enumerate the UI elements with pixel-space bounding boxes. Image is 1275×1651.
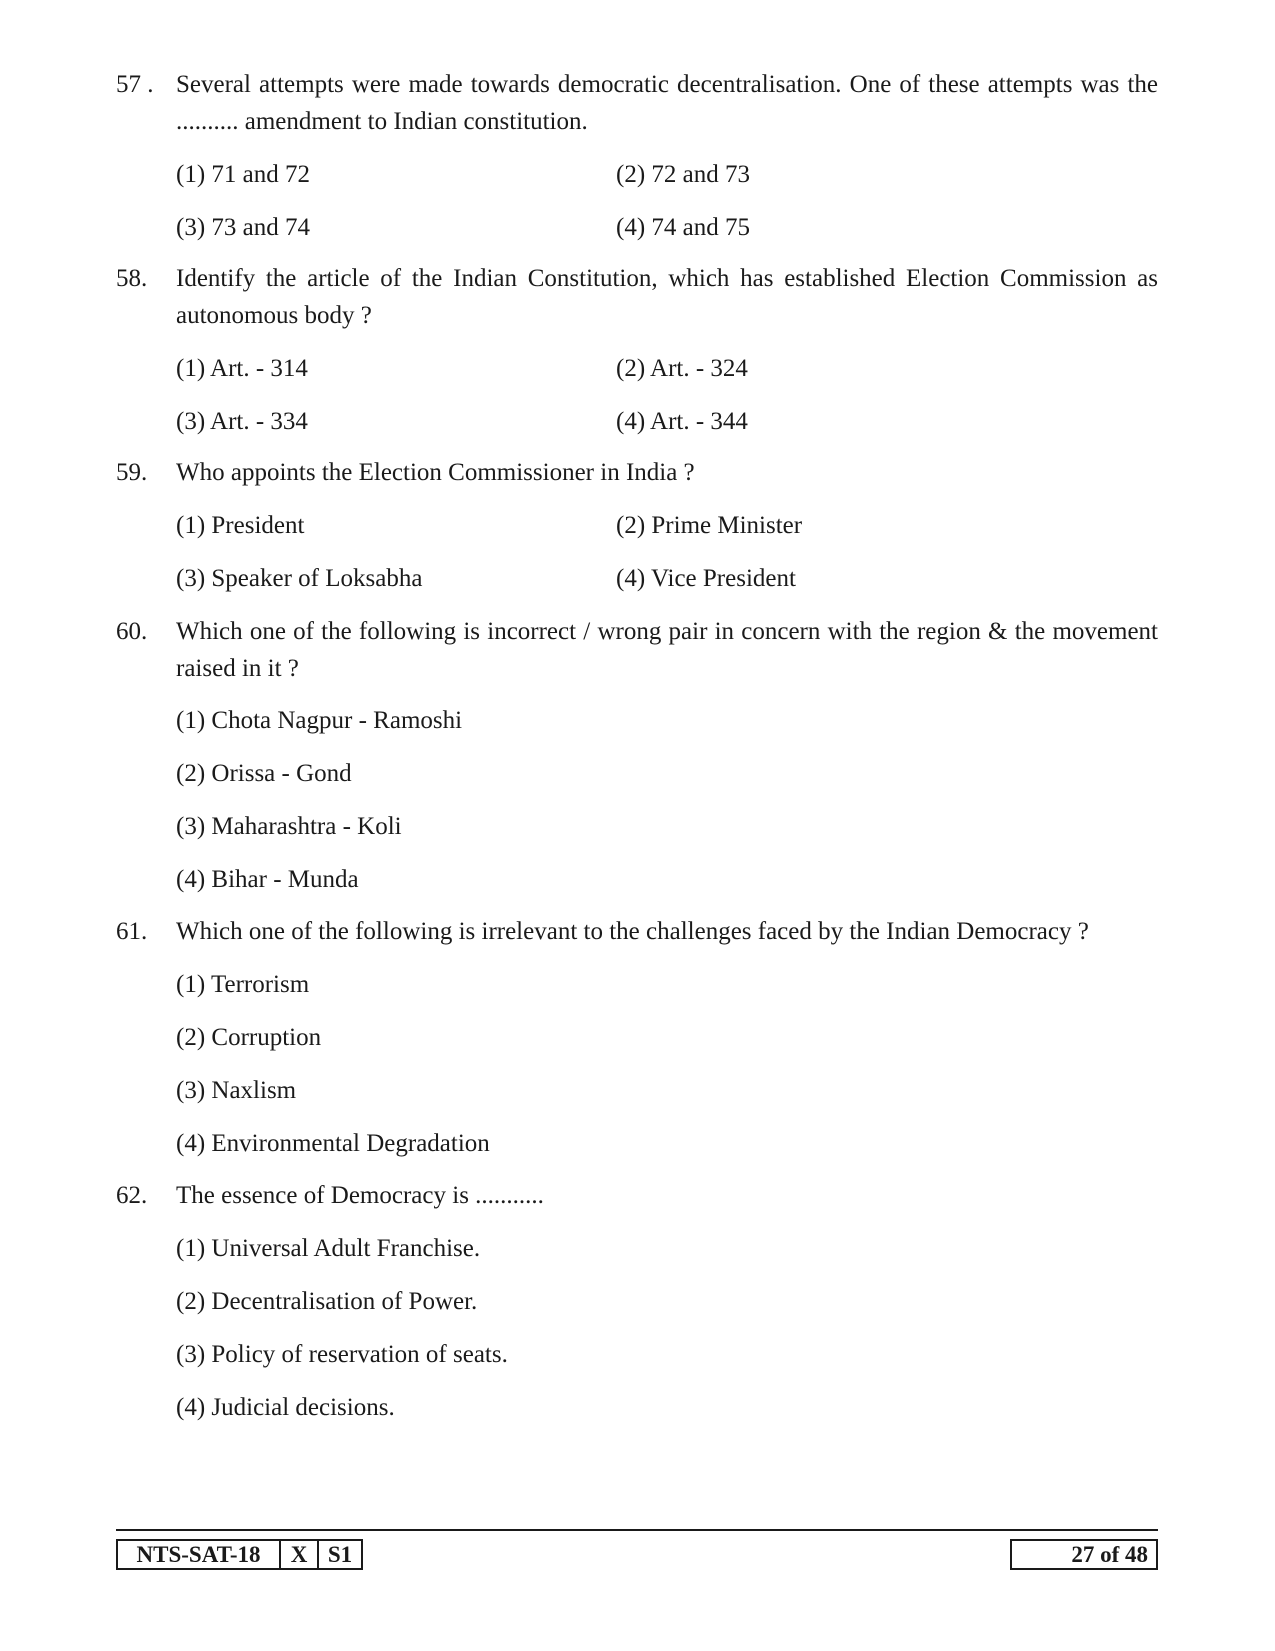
option-4: (4) 74 and 75 xyxy=(616,214,750,241)
question-text: Which one of the following is irrelevant to the challenges faced by the Indian Democracy ? xyxy=(176,918,1089,945)
question-59 xyxy=(116,454,1158,591)
option-3: (3) Speaker of Loksabha xyxy=(176,565,423,592)
option-4: (4) Vice President xyxy=(616,565,796,592)
option-1: (1) 71 and 72 xyxy=(176,161,310,188)
option-4: (4) Judicial decisions. xyxy=(176,1394,395,1421)
option-1: (1) Universal Adult Franchise. xyxy=(176,1235,481,1262)
option-4: (4) Bihar - Munda xyxy=(176,866,359,893)
option-2: (2) Corruption xyxy=(176,1024,322,1051)
option-1: (1) Art. - 314 xyxy=(176,355,308,382)
option-1: (1) Terrorism xyxy=(176,971,310,998)
option-2: (2) Orissa - Gond xyxy=(176,760,352,787)
option-4: (4) Art. - 344 xyxy=(616,408,748,435)
question-62 xyxy=(116,1177,1158,1420)
question-number: 59. xyxy=(116,459,148,486)
question-text: Who appoints the Election Commissioner in India ? xyxy=(176,459,695,486)
option-1: (1) President xyxy=(176,512,305,539)
question-number: 62. xyxy=(116,1182,148,1209)
options xyxy=(176,513,1158,591)
question-57 xyxy=(116,66,1158,240)
options xyxy=(176,1236,1158,1420)
question-text: Identify the article of the Indian Constitution, which has established Election Commission as autonomous body ? xyxy=(176,265,1158,329)
options xyxy=(176,972,1158,1156)
option-2: (2) Prime Minister xyxy=(616,512,803,539)
options xyxy=(176,708,1158,892)
question-58 xyxy=(116,260,1158,434)
options xyxy=(176,356,1158,434)
question-60 xyxy=(116,613,1158,892)
question-number: 60. xyxy=(116,618,148,645)
option-3: (3) Naxlism xyxy=(176,1077,297,1104)
question-text: The essence of Democracy is ........... xyxy=(176,1182,544,1209)
question-number: 58. xyxy=(116,265,148,292)
option-4: (4) Environmental Degradation xyxy=(176,1130,490,1157)
question-text: Several attempts were made towards democratic decentralisation. One of these attempts was the .......... amendment to Indian constitution. xyxy=(176,71,1158,135)
exam-code-box: NTS-SAT-18 xyxy=(116,1539,281,1570)
page-number-box: 27 of 48 xyxy=(1010,1539,1158,1570)
class-box: X xyxy=(279,1539,319,1570)
option-3: (3) Policy of reservation of seats. xyxy=(176,1341,508,1368)
option-3: (3) Maharashtra - Koli xyxy=(176,813,402,840)
option-2: (2) 72 and 73 xyxy=(616,161,750,188)
question-number: 61. xyxy=(116,918,148,945)
question-text: Which one of the following is incorrect / wrong pair in concern with the region & the movement raised in it ? xyxy=(176,618,1158,682)
series-box: S1 xyxy=(317,1539,363,1570)
option-2: (2) Art. - 324 xyxy=(616,355,748,382)
footer-divider xyxy=(116,1529,1158,1531)
question-61 xyxy=(116,913,1158,1156)
option-2: (2) Decentralisation of Power. xyxy=(176,1288,478,1315)
option-1: (1) Chota Nagpur - Ramoshi xyxy=(176,707,463,734)
question-number: 57 . xyxy=(116,71,154,98)
options xyxy=(176,162,1158,240)
option-3: (3) Art. - 334 xyxy=(176,408,308,435)
option-3: (3) 73 and 74 xyxy=(176,214,310,241)
